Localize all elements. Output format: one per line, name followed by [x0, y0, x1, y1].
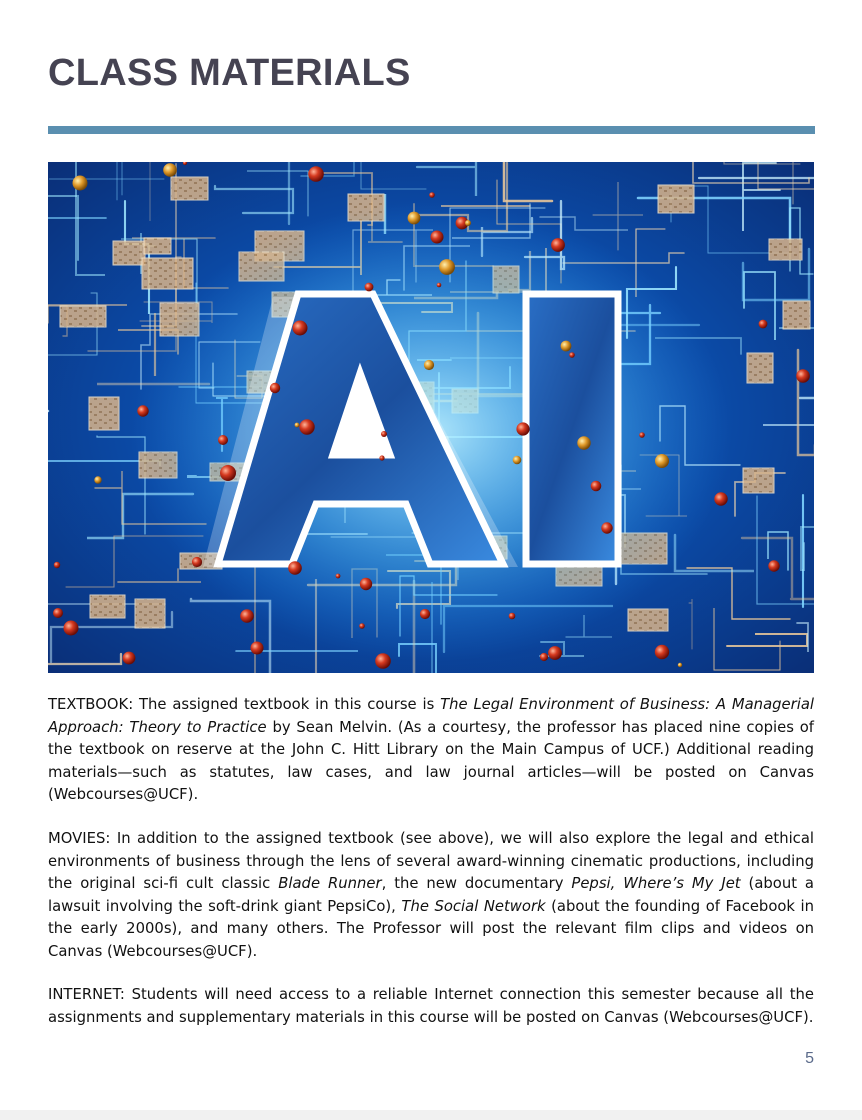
circuit-node — [220, 465, 236, 481]
circuit-node — [551, 238, 565, 252]
circuit-chip — [658, 185, 694, 213]
movies-text-1: , the new documentary — [381, 875, 572, 893]
textbook-details: by Sean Melvin. (As a courtesy, the professor has placed nine copies of the textbook on reserve at the John C. Hitt Library on the Main Campus of UCF.) Additional reading materials—such as statutes, law cases, and law journal articles—will be posted on Canvas (Webcourses@UCF). — [48, 718, 814, 804]
page-number: 5 — [805, 1050, 814, 1067]
textbook-lead: TEXTBOOK: The assigned textbook in this course is — [48, 696, 441, 713]
movies-text-3: (about the founding of Facebook in the early 2000s), and many others. The Professor will post the relevant film clips and videos on Canvas (Webcourses@UCF). — [48, 897, 814, 960]
circuit-node — [678, 663, 682, 667]
footer-bar — [0, 1110, 862, 1120]
circuit-node — [577, 436, 590, 449]
circuit-node — [295, 423, 300, 428]
circuit-node — [73, 176, 88, 191]
circuit-node — [561, 341, 572, 352]
circuit-node — [192, 557, 202, 567]
circuit-node — [424, 360, 434, 370]
circuit-node — [796, 369, 810, 383]
circuit-node — [509, 613, 516, 620]
circuit-node — [218, 435, 228, 445]
film-blade-runner: Blade Runner — [278, 875, 382, 893]
circuit-node — [375, 653, 391, 669]
circuit-chip — [747, 353, 773, 383]
title-divider — [48, 126, 815, 134]
circuit-chip — [142, 258, 193, 289]
circuit-node — [516, 422, 529, 435]
circuit-node — [336, 574, 341, 579]
circuit-node — [53, 608, 63, 618]
circuit-node — [569, 352, 575, 358]
circuit-node — [655, 645, 669, 659]
circuit-node — [365, 283, 374, 292]
circuit-node — [123, 652, 136, 665]
movies-paragraph — [48, 828, 814, 964]
circuit-chip — [628, 609, 668, 631]
circuit-node — [655, 454, 669, 468]
circuit-node — [714, 492, 727, 505]
circuit-node — [137, 405, 148, 416]
circuit-node — [437, 283, 442, 288]
textbook-paragraph — [48, 694, 814, 807]
circuit-node — [270, 383, 280, 393]
circuit-node — [513, 456, 522, 465]
circuit-node — [548, 646, 562, 660]
internet-paragraph: INTERNET: Students will need access to a reliable Internet connection this semester because all the assignments and supplementary materials in this course will be posted on Canvas (Webcourses@UCF). — [48, 986, 814, 1026]
circuit-chip — [135, 599, 165, 628]
circuit-node — [308, 166, 324, 182]
circuit-node — [465, 220, 471, 226]
circuit-chip — [144, 238, 171, 254]
circuit-node — [429, 192, 435, 198]
movies-lead: MOVIES: In addition to the assigned textbook (see above), we will also explore the legal and ethical environments of business through the lens of several award-winning cinematic productions, including the original sci-fi cult classic — [48, 830, 814, 893]
film-social-network: The Social Network — [401, 897, 546, 915]
circuit-chip — [171, 177, 208, 200]
circuit-node — [420, 609, 430, 619]
circuit-node — [163, 163, 177, 177]
circuit-node — [540, 653, 548, 661]
circuit-chip — [769, 239, 802, 260]
circuit-node — [360, 578, 372, 590]
circuit-node — [759, 320, 768, 329]
circuit-node — [591, 481, 602, 492]
circuit-chip — [89, 397, 119, 430]
circuit-node — [288, 561, 302, 575]
circuit-node — [94, 476, 101, 483]
circuit-node — [64, 621, 79, 636]
circuit-node — [408, 212, 421, 225]
circuit-node — [251, 642, 264, 655]
circuit-chip — [90, 595, 125, 618]
circuit-chip — [113, 241, 145, 265]
circuit-node — [299, 419, 314, 434]
circuit-node — [54, 562, 60, 568]
circuit-node — [359, 623, 365, 629]
circuit-node — [381, 431, 387, 437]
circuit-node — [768, 560, 779, 571]
ai-circuit-image — [48, 162, 814, 673]
page-title: CLASS MATERIALS — [48, 52, 411, 94]
circuit-node — [439, 259, 455, 275]
circuit-node — [639, 432, 645, 438]
circuit-node — [293, 321, 308, 336]
circuit-node — [240, 609, 254, 623]
circuit-node — [379, 455, 384, 460]
circuit-chip — [60, 306, 106, 327]
movies-text-2: (about a lawsuit involving the soft-drink giant PepsiCo), — [48, 875, 814, 915]
circuit-chip — [783, 301, 810, 329]
circuit-node — [601, 522, 612, 533]
circuit-chip — [743, 468, 774, 493]
film-pepsi-jet: Pepsi, Where’s My Jet — [571, 875, 741, 893]
circuit-node — [431, 231, 444, 244]
textbook-title: The Legal Environment of Business: A Managerial Approach: Theory to Practice — [48, 696, 814, 736]
